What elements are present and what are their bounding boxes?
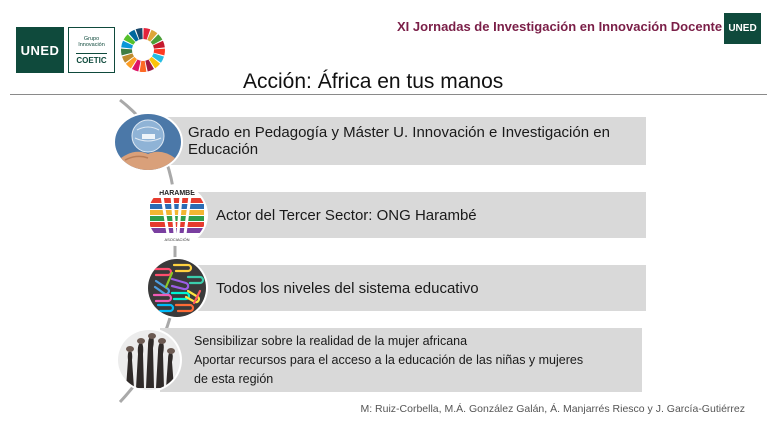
coetic-logo-line1: Grupo [83,35,100,42]
harambe-logo-label: HARAMBE [159,190,195,197]
item-text-line: de esta región [194,371,274,386]
raised-hands-icon [118,330,180,390]
uned-logo-small [724,13,761,44]
item-text: Actor del Tercer Sector: ONG Harambé [216,206,477,224]
uned-logo [16,27,64,73]
paperclips-icon [148,259,206,317]
uned-logo-text: UNED [20,42,60,58]
slide-title: Acción: África en tus manos [243,70,504,93]
item-text-line: Aportar recursos para el acceso a la educación de las niñas y mujeres [194,352,584,367]
harambe-logo-sublabel: ASOCIACIÓN [164,237,190,242]
harambe-logo-icon [148,186,206,244]
item-text-line: Sensibilizar sobre la realidad de la mujer africana [194,333,468,348]
list-item [160,328,642,392]
list-item [184,192,646,238]
item-text: Grado en Pedagogía y Máster U. Innovación e Investigación en Educación [188,124,610,158]
item-text-group [194,332,583,389]
item-text: Todos los niveles del sistema educativo [216,279,479,297]
sdg-wheel-icon [120,27,166,73]
coetic-logo [68,27,115,73]
uned-logo-small-text: UNED [728,23,757,34]
globe-hands-icon [115,114,181,170]
authors-credit: M: Ruiz-Corbella, M.Á. González Galán, Á. Manjarrés Riesco y J. García-Gutiérrez [360,403,745,415]
conference-title: XI Jornadas de Investigación en Innovación Docente [397,19,723,34]
list-item [184,265,646,311]
coetic-logo-line2: Innovación [78,42,105,48]
list-item [160,117,646,165]
coetic-logo-name: COETIC [76,53,106,65]
header-divider [10,94,767,95]
